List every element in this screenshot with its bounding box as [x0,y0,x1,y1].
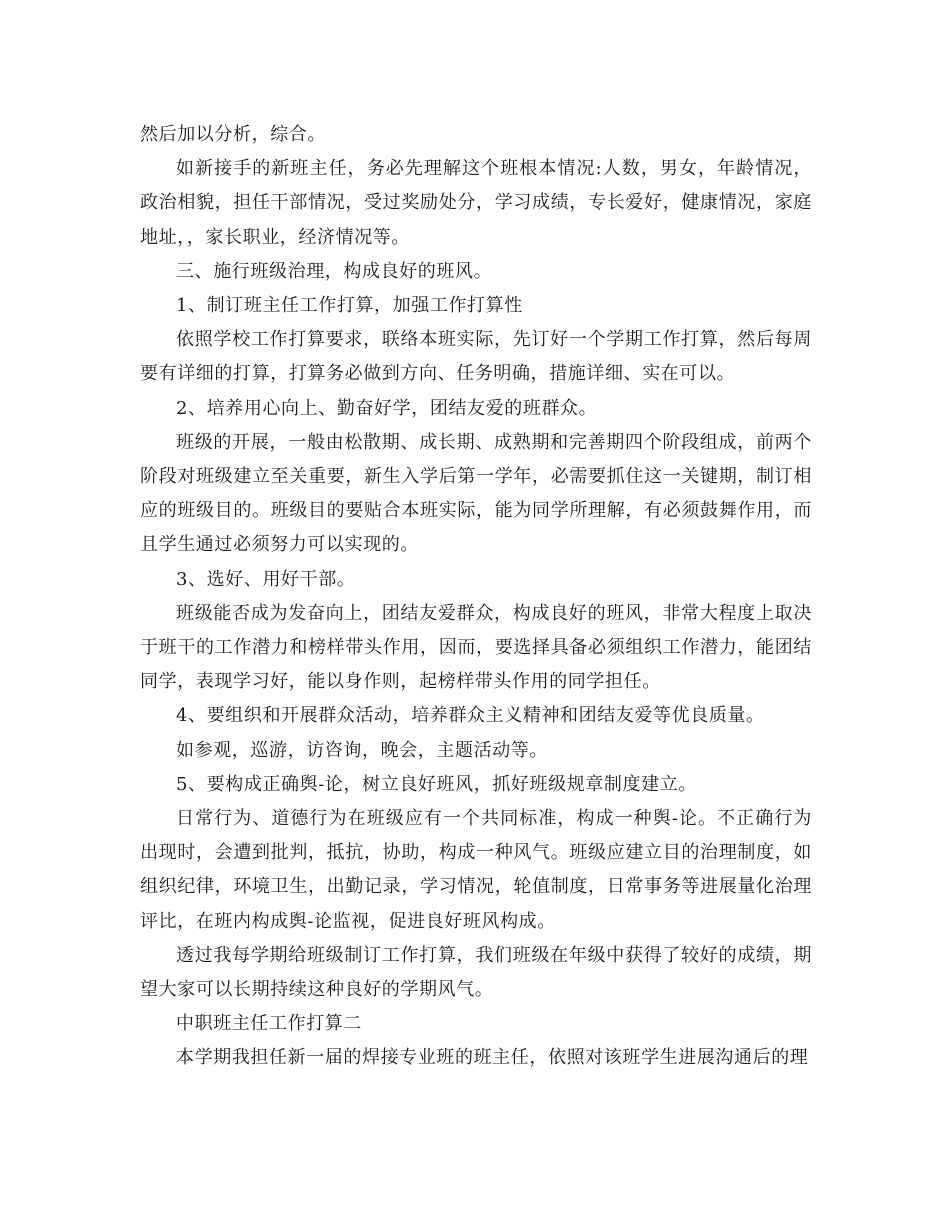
paragraph: 依照学校工作打算要求，联络本班实际，先订好一个学期工作打算，然后每周要有详细的打算，打算务必做到方向、任务明确，措施详细、实在可以。 [140,329,812,385]
paragraph: 如参观，巡游，访咨询，晚会，主题活动等。 [176,739,548,761]
section-heading: 三、施行班级治理，构成良好的班风。 [176,260,493,282]
paragraph: 本学期我担任新一届的焊接专业班的班主任，依照对该班学生进展沟通后的理 [176,1047,809,1069]
subheading: 2、培养用心向上、勤奋好学，团结友爱的班群众。 [176,397,598,419]
paragraph: 班级能否成为发奋向上，团结友爱群众，构成良好的班风，非常大程度上取决于班干的工作潜力和榜样带头作用，因而，要选择具备必须组织工作潜力，能团结同学，表现学习好，能以身作则，起榜样带头作用的同学担任。 [140,602,812,693]
paragraph: 班级的开展，一般由松散期、成长期、成熟期和完善期四个阶段组成，前两个阶段对班级建立至关重要，新生入学后第一学年，必需要抓住这一关键期，制订相应的班级目的。班级目的要贴合本班实际，能为同学所理解，有必须鼓舞作用，而且学生通过必须努力可以实现的。 [140,431,812,556]
subheading: 4、要组织和开展群众活动，培养群众主义精神和团结友爱等优良质量。 [176,705,765,727]
paragraph: 如新接手的新班主任，务必先理解这个班根本情况:人数，男女，年龄情况，政治相貌，担任干部情况，受过奖励处分，学习成绩，专长爱好，健康情况，家庭地址，，家长职业，经济情况等。 [140,158,812,248]
document-body [140,118,812,1076]
subheading: 3、选好、用好干部。 [176,568,356,590]
subheading: 1、制订班主任工作打算，加强工作打算性 [176,295,523,317]
subheading: 5、要构成正确舆-论，树立良好班风，抓好班级规章制度建立。 [176,773,697,795]
paragraph: 日常行为、道德行为在班级应有一个共同标准，构成一种舆-论。不正确行为出现时，会遭到批判，抵抗，协助，构成一种风气。班级应建立目的治理制度，如组织纪律，环境卫生，出勤记录，学习情况，轮值制度，日常事务等进展量化治理评比，在班内构成舆-论监视，促进良好班风构成。 [140,808,812,932]
paragraph: 然后加以分析，综合。 [140,124,326,145]
section-title: 中职班主任工作打算二 [176,1013,362,1035]
paragraph: 透过我每学期给班级制订工作打算，我们班级在年级中获得了较好的成绩，期望大家可以长期持续这种良好的学期风气。 [140,944,812,1001]
